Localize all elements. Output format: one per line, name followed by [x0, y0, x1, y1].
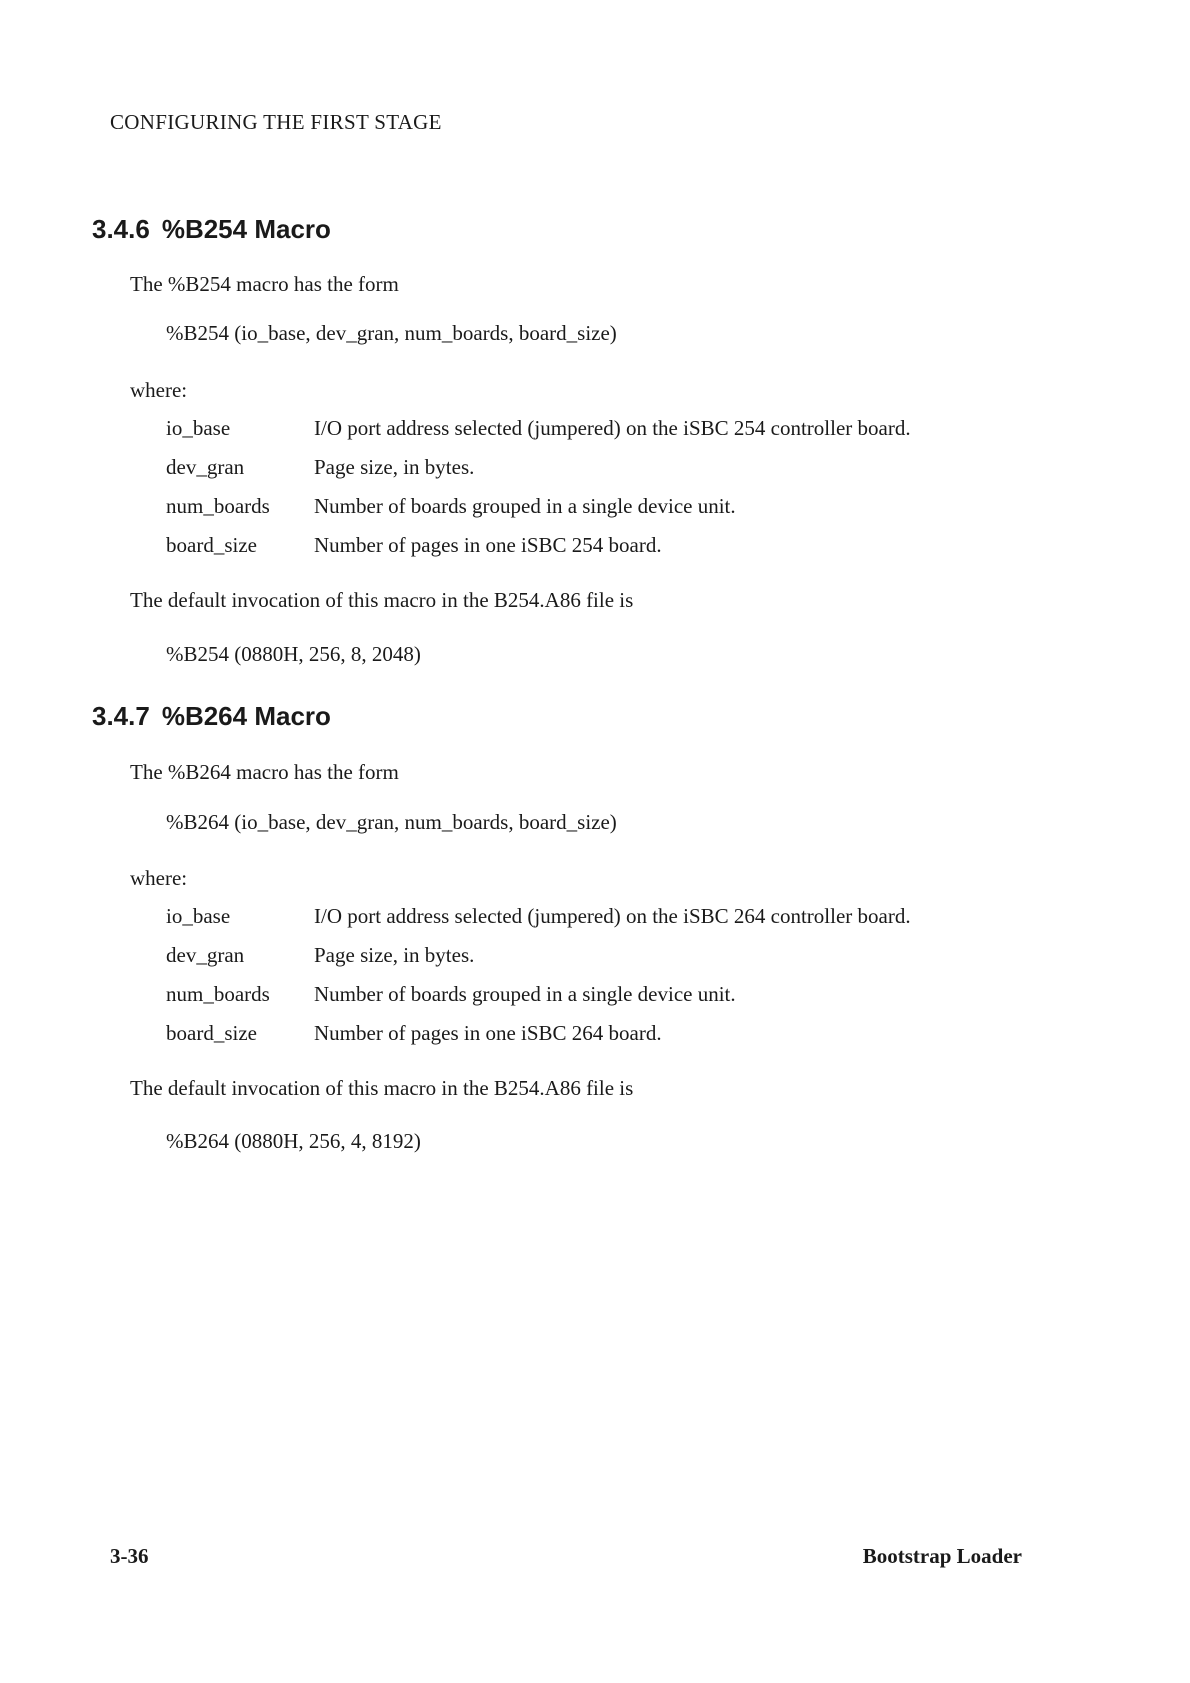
param-row: [166, 982, 1066, 1021]
param-desc: Page size, in bytes.: [314, 455, 475, 479]
param-name: board_size: [166, 533, 257, 557]
param-desc: Page size, in bytes.: [314, 943, 475, 967]
running-head: CONFIGURING THE FIRST STAGE: [110, 110, 442, 134]
param-desc: I/O port address selected (jumpered) on the iSBC 254 controller board.: [314, 416, 911, 440]
param-row: [166, 416, 1066, 455]
param-row: [166, 533, 1066, 572]
section-title: %B264 Macro: [161, 701, 331, 731]
param-desc: Number of pages in one iSBC 264 board.: [314, 1021, 662, 1045]
default-invocation-text: The default invocation of this macro in the B254.A86 file is: [130, 588, 634, 612]
param-name: dev_gran: [166, 455, 245, 479]
where-label: where:: [130, 866, 188, 890]
intro-text: The %B254 macro has the form: [130, 272, 399, 296]
section-heading-3-4-7: [92, 701, 331, 732]
param-row: [166, 455, 1066, 494]
param-desc: Number of pages in one iSBC 254 board.: [314, 533, 662, 557]
param-row: [166, 494, 1066, 533]
page-number: 3-36: [110, 1544, 149, 1568]
where-label: where:: [130, 378, 188, 402]
param-desc: I/O port address selected (jumpered) on the iSBC 264 controller board.: [314, 904, 911, 928]
section-title: %B254 Macro: [161, 214, 331, 244]
parameter-list: [166, 904, 1066, 1060]
macro-form: %B264 (io_base, dev_gran, num_boards, board_size): [166, 810, 617, 834]
param-name: io_base: [166, 904, 231, 928]
param-desc: Number of boards grouped in a single device unit.: [314, 494, 736, 518]
default-invocation: %B254 (0880H, 256, 8, 2048): [166, 642, 421, 666]
macro-form: %B254 (io_base, dev_gran, num_boards, board_size): [166, 321, 617, 345]
default-invocation: %B264 (0880H, 256, 4, 8192): [166, 1129, 421, 1153]
param-name: num_boards: [166, 494, 270, 518]
parameter-list: [166, 416, 1066, 572]
chapter-title: Bootstrap Loader: [862, 1544, 1022, 1568]
param-row: [166, 904, 1066, 943]
param-name: io_base: [166, 416, 231, 440]
section-number: 3.4.7: [92, 701, 150, 731]
param-name: board_size: [166, 1021, 257, 1045]
param-row: [166, 1021, 1066, 1060]
param-desc: Number of boards grouped in a single device unit.: [314, 982, 736, 1006]
param-name: dev_gran: [166, 943, 245, 967]
section-number: 3.4.6: [92, 214, 150, 244]
default-invocation-text: The default invocation of this macro in the B254.A86 file is: [130, 1076, 634, 1100]
intro-text: The %B264 macro has the form: [130, 760, 399, 784]
param-row: [166, 943, 1066, 982]
section-heading-3-4-6: [92, 214, 331, 245]
param-name: num_boards: [166, 982, 270, 1006]
